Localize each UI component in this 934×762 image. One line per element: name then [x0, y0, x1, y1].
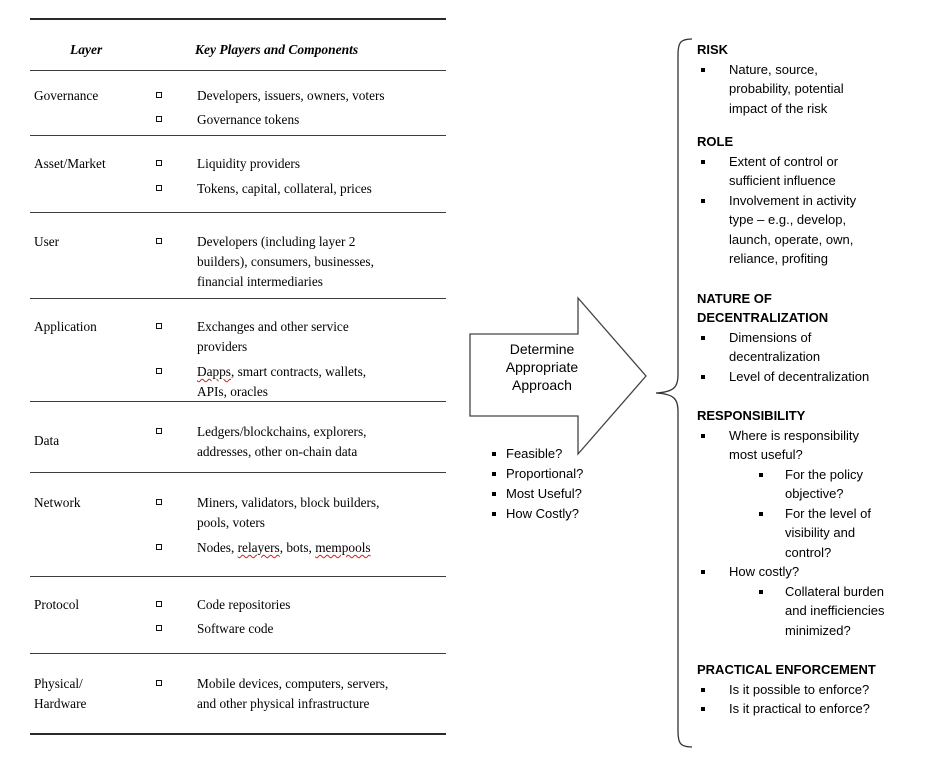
section-title: ROLE [697, 134, 734, 149]
item-line: Nature, source, [729, 61, 818, 77]
item-text [197, 422, 446, 462]
item-text [197, 674, 446, 714]
table-top-rule [30, 18, 446, 20]
section-nature-of-decentralization [697, 289, 929, 387]
layer-name-line: Physical/ [34, 676, 83, 691]
item-line: Collateral burden [785, 583, 885, 599]
item-line: Dimensions of [729, 329, 812, 345]
item-text: Developers, issuers, owners, voters [197, 88, 385, 103]
item-text [197, 232, 446, 292]
checkbox-square-icon [156, 160, 162, 166]
item-line: For the level of [785, 505, 871, 521]
item-text: Liquidity providers [197, 156, 301, 171]
item-text-line: providers [197, 339, 248, 354]
checkbox-square-icon [156, 368, 162, 374]
layer-name: Data [34, 433, 60, 448]
item-line: objective? [785, 486, 844, 501]
row-divider [30, 212, 446, 213]
item-text-line: Ledgers/blockchains, explorers, [197, 424, 367, 439]
item-line: Is it practical to enforce? [729, 701, 870, 716]
item-line: type – e.g., develop, [729, 212, 847, 227]
item-text-line: builders), consumers, businesses, [197, 254, 374, 269]
item-line: Level of decentralization [729, 368, 870, 384]
section-title: DECENTRALIZATION [697, 310, 829, 325]
item-line: launch, operate, own, [729, 231, 854, 247]
item-line: and inefficiencies [785, 603, 885, 618]
checkbox-square-icon [156, 238, 162, 244]
layer-name: Protocol [34, 597, 80, 612]
item-text [197, 362, 446, 402]
checkbox-square-icon [156, 601, 162, 607]
checkbox-square-icon [156, 499, 162, 505]
curly-brace-icon [652, 37, 694, 749]
item-line: decentralization [729, 349, 821, 364]
item-text [197, 317, 446, 357]
list-item [697, 426, 929, 465]
list-item [697, 465, 929, 504]
item-text-line [197, 362, 446, 382]
criteria-panel [697, 40, 929, 733]
item-text [197, 493, 446, 533]
row-divider [30, 298, 446, 299]
checkbox-square-icon [156, 92, 162, 98]
item-line: Where is responsibility [729, 427, 860, 443]
item-line: Is it possible to enforce? [729, 681, 870, 697]
section-risk [697, 40, 929, 118]
item-text-line: and other physical infrastructure [197, 696, 370, 711]
layer-name: User [34, 234, 60, 249]
relayers-word: relayers [237, 540, 280, 555]
layer-name: Asset/Market [34, 156, 106, 171]
row-divider [30, 472, 446, 473]
header-key-players: Key Players and Components [195, 42, 359, 57]
table-header-rule [30, 70, 446, 71]
header-layer: Layer [70, 42, 103, 57]
item-line: How costly? [729, 564, 800, 579]
item-line: sufficient influence [729, 173, 836, 188]
item-text: Tokens, capital, collateral, prices [197, 181, 372, 196]
list-item [697, 562, 929, 582]
list-item: Most Useful? [492, 484, 583, 504]
list-item [697, 328, 929, 367]
section-title: RISK [697, 42, 729, 57]
list-item [697, 680, 929, 700]
item-line: probability, potential [729, 81, 844, 96]
dapps-word: Dapps [197, 364, 231, 379]
item-text-line: addresses, other on-chain data [197, 444, 358, 459]
item-text-line: APIs, oracles [197, 384, 268, 399]
item-line: visibility and [785, 525, 856, 540]
checkbox-square-icon [156, 544, 162, 550]
item-text [197, 538, 446, 558]
section-practical-enforcement [697, 660, 929, 719]
item-text: Governance tokens [197, 112, 300, 127]
layer-name-line: Hardware [34, 696, 87, 711]
row-divider [30, 576, 446, 577]
arrow-label-line: Determine [509, 341, 575, 357]
item-line: control? [785, 544, 832, 560]
item-text-line [197, 538, 446, 558]
table-bottom-rule [30, 733, 446, 735]
item-line: minimized? [785, 622, 851, 638]
section-title: NATURE OF [697, 290, 772, 306]
item-line: Extent of control or [729, 153, 839, 169]
row-divider [30, 135, 446, 136]
checkbox-square-icon [156, 116, 162, 122]
section-responsibility [697, 406, 929, 640]
list-item [697, 191, 929, 269]
item-line: For the policy [785, 466, 864, 482]
list-item: Proportional? [492, 464, 583, 484]
section-role [697, 132, 929, 269]
list-item [697, 60, 929, 119]
item-text: Code repositories [197, 597, 291, 612]
item-text-line: pools, voters [197, 515, 265, 530]
item-text-line: Developers (including layer 2 [197, 234, 356, 249]
row-divider [30, 401, 446, 402]
checkbox-square-icon [156, 428, 162, 434]
list-item [697, 699, 929, 719]
section-title: RESPONSIBILITY [697, 408, 806, 423]
layer-name: Governance [34, 88, 99, 103]
item-text-line: Mobile devices, computers, servers, [197, 676, 389, 691]
item-text: Software code [197, 621, 274, 636]
checkbox-square-icon [156, 185, 162, 191]
arrow-label-line: Approach [512, 377, 572, 393]
checkbox-square-icon [156, 323, 162, 329]
list-item: Feasible? [492, 444, 583, 464]
checkbox-square-icon [156, 680, 162, 686]
item-text-line: Exchanges and other service [197, 319, 349, 334]
layer-name [34, 674, 144, 714]
item-text-line: financial intermediaries [197, 274, 323, 289]
item-text-line: Miners, validators, block builders, [197, 495, 380, 510]
arrow-label-line: Appropriate [505, 359, 579, 375]
list-item: How Costly? [492, 504, 583, 524]
layer-name: Network [34, 495, 81, 510]
layer-name: Application [34, 319, 97, 334]
section-title: PRACTICAL ENFORCEMENT [697, 662, 876, 677]
arrow-label [484, 340, 600, 394]
item-line: impact of the risk [729, 100, 828, 116]
nodes-part: , bots, [279, 540, 316, 555]
checkbox-square-icon [156, 625, 162, 631]
list-item [697, 582, 929, 641]
dapps-rest: , smart contracts, wallets, [230, 364, 367, 379]
list-item [697, 367, 929, 387]
mempools-word: mempools [315, 540, 371, 555]
question-list [492, 444, 583, 524]
list-item [697, 504, 929, 563]
row-divider [30, 653, 446, 654]
item-line: reliance, profiting [729, 251, 828, 266]
item-line: Involvement in activity [729, 192, 857, 208]
list-item [697, 152, 929, 191]
item-line: most useful? [729, 447, 803, 462]
nodes-part: Nodes, [197, 540, 238, 555]
